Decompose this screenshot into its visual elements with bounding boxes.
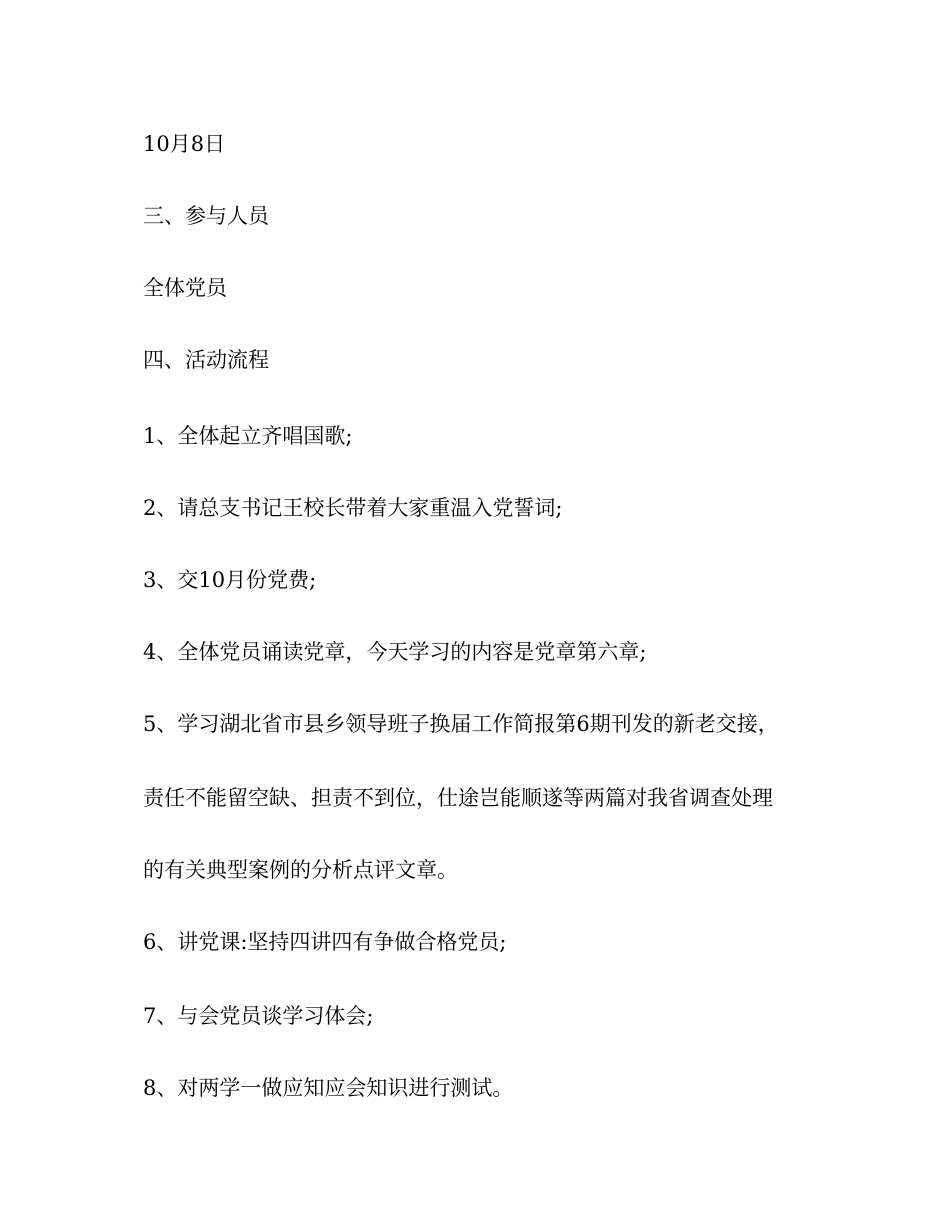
process-item-3: 3、交10月份党费;	[143, 568, 317, 592]
process-item-1: 1、全体起立齐唱国歌;	[143, 424, 353, 448]
process-item-4: 4、全体党员诵读党章，今天学习的内容是党章第六章;	[143, 640, 647, 664]
section-heading-participants: 三、参与人员	[143, 204, 269, 228]
process-item-8: 8、对两学一做应知应会知识进行测试。	[143, 1076, 514, 1100]
process-item-7: 7、与会党员谈学习体会;	[143, 1004, 374, 1028]
date-line: 10月8日	[143, 132, 226, 156]
process-item-5-line-2: 责任不能留空缺、担责不到位，仕途岂能顺遂等两篇对我省调查处理	[143, 786, 773, 810]
process-item-5-line-1: 5、学习湖北省市县乡领导班子换届工作简报第6期刊发的新老交接，	[143, 712, 779, 736]
participants-text: 全体党员	[143, 276, 227, 300]
process-item-2: 2、请总支书记王校长带着大家重温入党誓词;	[143, 496, 563, 520]
process-item-5-line-3: 的有关典型案例的分析点评文章。	[143, 858, 458, 882]
process-item-6: 6、讲党课:坚持四讲四有争做合格党员;	[143, 930, 507, 954]
section-heading-process: 四、活动流程	[143, 348, 269, 372]
